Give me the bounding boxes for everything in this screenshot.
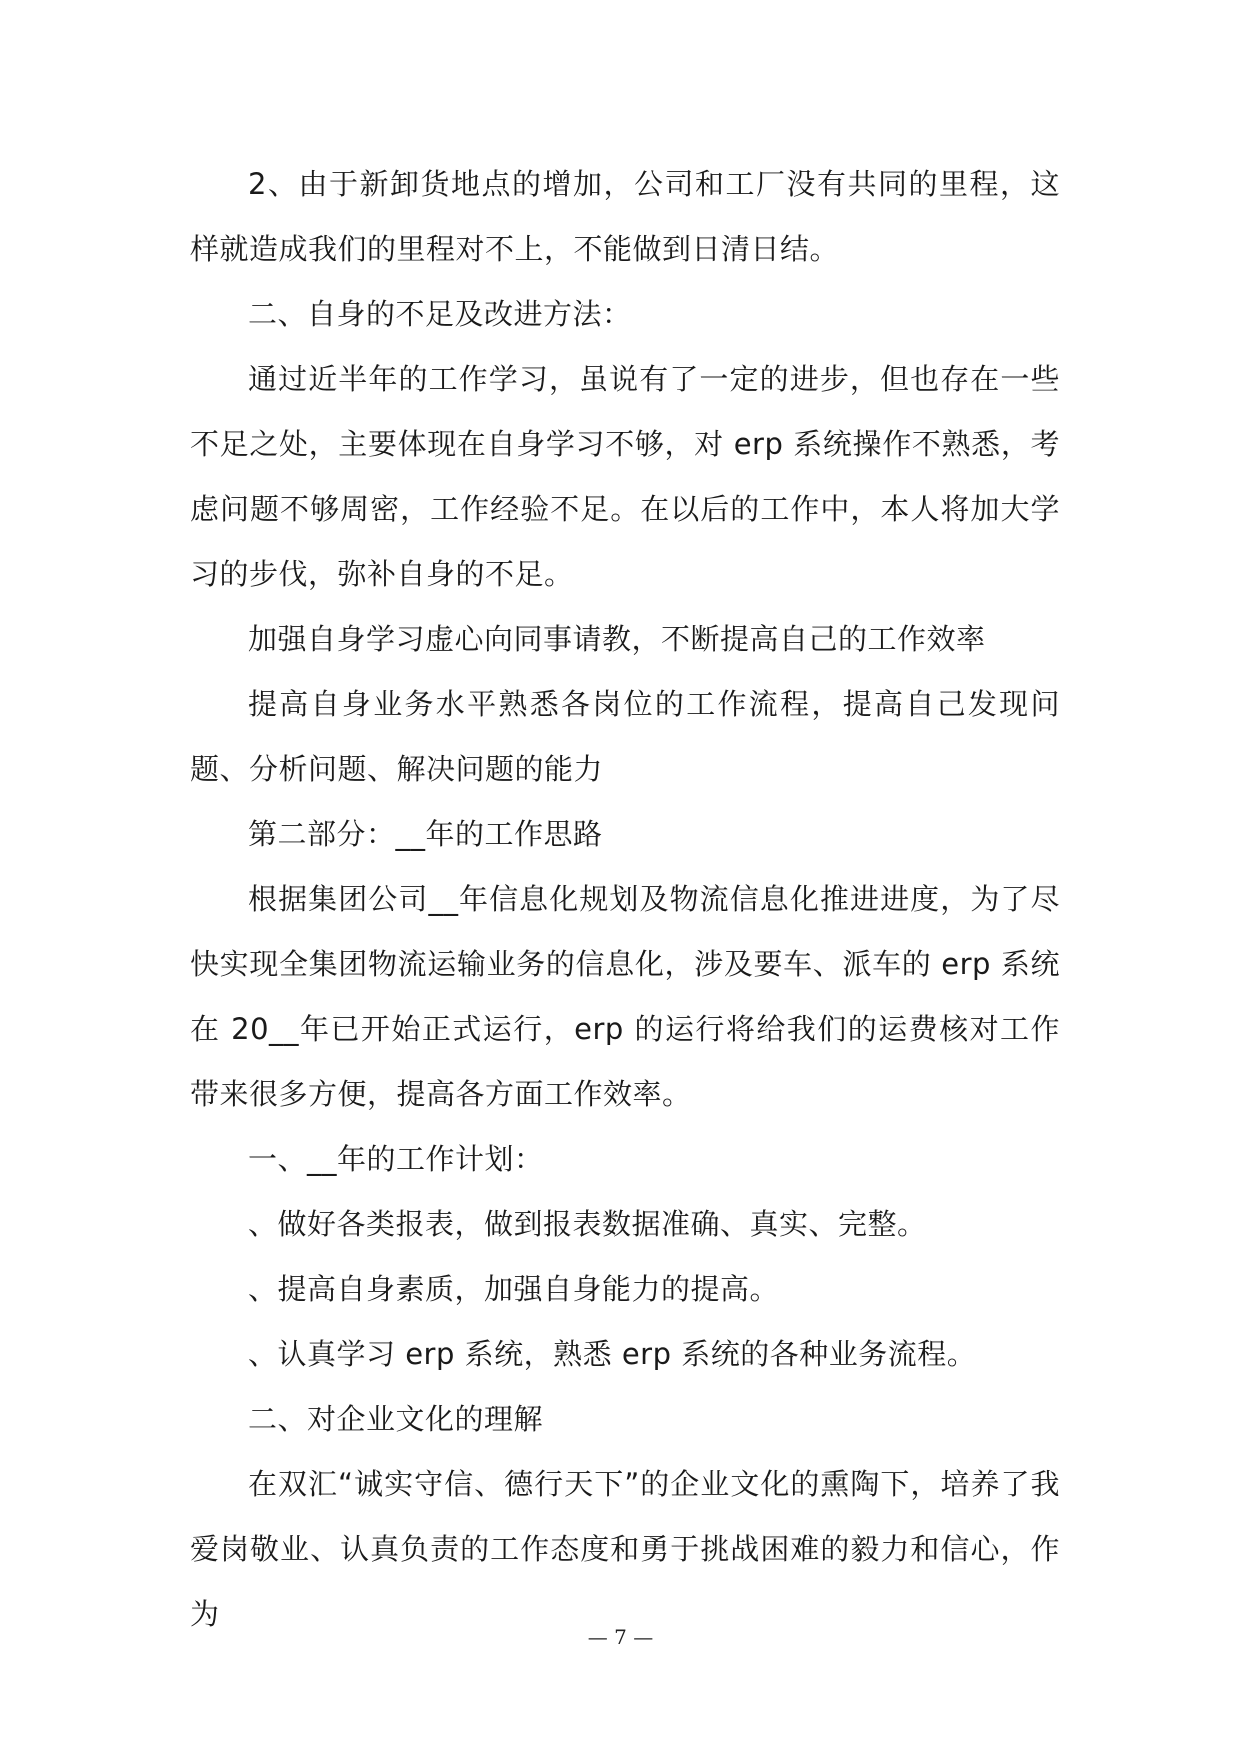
heading-part-two: 第二部分：__年的工作思路 xyxy=(248,817,603,851)
list-item-quality: 、提高自身素质，加强自身能力的提高。 xyxy=(248,1272,780,1306)
page-number: — 7 — xyxy=(587,1625,654,1649)
paragraph-learning: 加强自身学习虚心向同事请教，不断提高自己的工作效率 xyxy=(248,622,986,656)
paragraph-skills: 提高自身业务水平熟悉各岗位的工作流程，提高自己发现问题、分析问题、解决问题的能力 xyxy=(190,687,1060,786)
paragraph-self-assessment: 通过近半年的工作学习，虽说有了一定的进步，但也存在一些不足之处，主要体现在自身学习不够，对 erp 系统操作不熟悉，考虑问题不够周密，工作经验不足。在以后的工作中，本人将加大学习的步伐，弥补自身的不足。 xyxy=(190,362,1060,591)
document-body xyxy=(190,152,1060,1647)
list-item-reports: 、做好各类报表，做到报表数据准确、真实、完整。 xyxy=(248,1207,927,1241)
paragraph-erp-plan: 根据集团公司__年信息化规划及物流信息化推进进度，为了尽快实现全集团物流运输业务的信息化，涉及要车、派车的 erp 系统在 20__年已开始正式运行，erp 的运行将给我们的运费核对工作带来很多方便，提高各方面工作效率。 xyxy=(190,882,1060,1111)
paragraph-mileage-issue: 2、由于新卸货地点的增加，公司和工厂没有共同的里程，这样就造成我们的里程对不上，不能做到日清日结。 xyxy=(190,167,1060,266)
heading-culture: 二、对企业文化的理解 xyxy=(248,1402,544,1436)
list-item-erp-study: 、认真学习 erp 系统，熟悉 erp 系统的各种业务流程。 xyxy=(248,1337,977,1371)
paragraph-culture: 在双汇“诚实守信、德行天下”的企业文化的熏陶下，培养了我爱岗敬业、认真负责的工作态度和勇于挑战困难的毅力和信心，作为 xyxy=(190,1467,1060,1631)
heading-work-plan: 一、__年的工作计划： xyxy=(248,1142,544,1176)
heading-shortcomings: 二、自身的不足及改进方法： xyxy=(248,297,632,331)
